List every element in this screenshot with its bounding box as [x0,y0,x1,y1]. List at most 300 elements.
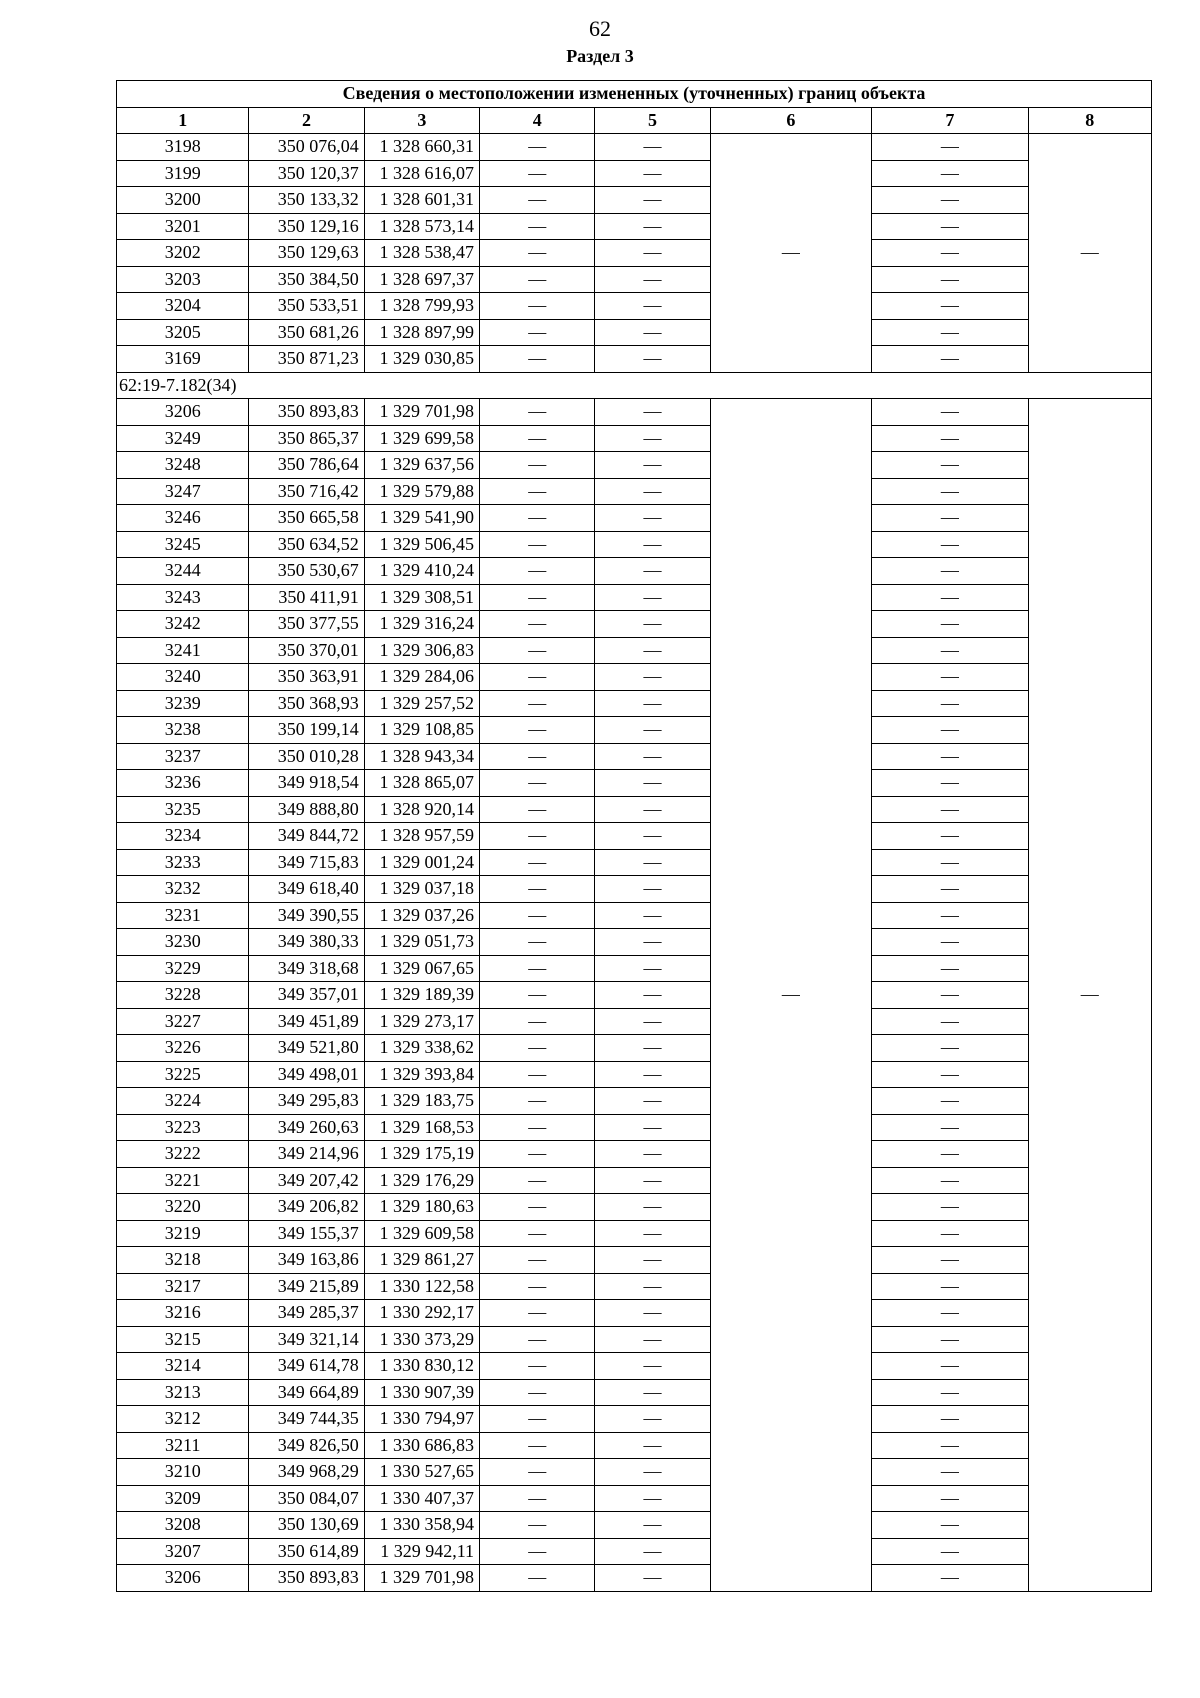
x-coordinate: 349 318,68 [249,955,364,982]
col7-dash: — [872,1167,1028,1194]
col5-dash: — [595,1035,710,1062]
table-row [117,213,1152,240]
col5-dash: — [595,452,710,479]
y-coordinate: 1 329 189,39 [364,982,479,1009]
cadastral-group-label: 62:19-7.182(34) [117,372,1152,399]
table-row [117,1353,1152,1380]
col4-dash: — [480,1538,595,1565]
col7-dash: — [872,796,1028,823]
table-row [117,982,1152,1009]
table-row [117,611,1152,638]
table-row [117,1194,1152,1221]
col4-dash: — [480,717,595,744]
col4-dash: — [480,187,595,214]
point-number: 3218 [117,1247,249,1274]
col7-dash: — [872,955,1028,982]
y-coordinate: 1 329 609,58 [364,1220,479,1247]
table-row [117,929,1152,956]
col4-dash: — [480,876,595,903]
col5-dash: — [595,1485,710,1512]
col4-dash: — [480,1379,595,1406]
x-coordinate: 349 451,89 [249,1008,364,1035]
col7-dash: — [872,1538,1028,1565]
col4-dash: — [480,1273,595,1300]
point-number: 3249 [117,425,249,452]
col5-dash: — [595,1273,710,1300]
table-row [117,637,1152,664]
y-coordinate: 1 328 660,31 [364,134,479,161]
col7-dash: — [872,346,1028,373]
col7-dash: — [872,1088,1028,1115]
y-coordinate: 1 329 284,06 [364,664,479,691]
y-coordinate: 1 330 407,37 [364,1485,479,1512]
col5-dash: — [595,1406,710,1433]
table-row [117,1379,1152,1406]
x-coordinate: 349 968,29 [249,1459,364,1486]
point-number: 3205 [117,319,249,346]
point-number: 3212 [117,1406,249,1433]
x-coordinate: 349 155,37 [249,1220,364,1247]
col4-dash: — [480,584,595,611]
col4-dash: — [480,1088,595,1115]
col5-dash: — [595,982,710,1009]
col4-dash: — [480,505,595,532]
col4-dash: — [480,1247,595,1274]
x-coordinate: 350 384,50 [249,266,364,293]
x-coordinate: 350 871,23 [249,346,364,373]
table-row [117,717,1152,744]
table-row [117,796,1152,823]
point-number: 3246 [117,505,249,532]
y-coordinate: 1 329 030,85 [364,346,479,373]
point-number: 3236 [117,770,249,797]
section-title: Раздел 3 [566,46,634,66]
col8-merged-dash: — [1028,134,1151,373]
y-coordinate: 1 329 699,58 [364,425,479,452]
table-row [117,690,1152,717]
point-number: 3244 [117,558,249,585]
y-coordinate: 1 330 527,65 [364,1459,479,1486]
table-row [117,1432,1152,1459]
point-number: 3235 [117,796,249,823]
point-number: 3216 [117,1300,249,1327]
point-number: 3223 [117,1114,249,1141]
col4-dash: — [480,770,595,797]
column-header: 6 [710,107,871,134]
y-coordinate: 1 329 257,52 [364,690,479,717]
table-row [117,902,1152,929]
col7-dash: — [872,1035,1028,1062]
point-number: 3241 [117,637,249,664]
col7-dash: — [872,1300,1028,1327]
col7-dash: — [872,823,1028,850]
col4-dash: — [480,664,595,691]
col7-dash: — [872,1459,1028,1486]
col5-dash: — [595,690,710,717]
point-number: 3209 [117,1485,249,1512]
point-number: 3240 [117,664,249,691]
col5-dash: — [595,1194,710,1221]
y-coordinate: 1 329 316,24 [364,611,479,638]
point-number: 3217 [117,1273,249,1300]
point-number: 3230 [117,929,249,956]
col7-dash: — [872,213,1028,240]
col5-dash: — [595,531,710,558]
x-coordinate: 349 715,83 [249,849,364,876]
x-coordinate: 350 130,69 [249,1512,364,1539]
point-number: 3220 [117,1194,249,1221]
y-coordinate: 1 328 799,93 [364,293,479,320]
col4-dash: — [480,637,595,664]
col5-dash: — [595,796,710,823]
col7-dash: — [872,1406,1028,1433]
point-number: 3243 [117,584,249,611]
table-row [117,346,1152,373]
x-coordinate: 349 664,89 [249,1379,364,1406]
table-row [117,1300,1152,1327]
y-coordinate: 1 329 308,51 [364,584,479,611]
y-coordinate: 1 329 506,45 [364,531,479,558]
x-coordinate: 350 076,04 [249,134,364,161]
table-row [117,160,1152,187]
y-coordinate: 1 330 794,97 [364,1406,479,1433]
table-row [117,1008,1152,1035]
x-coordinate: 350 411,91 [249,584,364,611]
col7-dash: — [872,1379,1028,1406]
table-row [117,743,1152,770]
col5-dash: — [595,1088,710,1115]
col5-dash: — [595,770,710,797]
table-row [117,425,1152,452]
x-coordinate: 350 634,52 [249,531,364,558]
x-coordinate: 349 214,96 [249,1141,364,1168]
col5-dash: — [595,240,710,267]
col5-dash: — [595,134,710,161]
column-header: 1 [117,107,249,134]
y-coordinate: 1 329 175,19 [364,1141,479,1168]
y-coordinate: 1 328 697,37 [364,266,479,293]
col7-dash: — [872,664,1028,691]
x-coordinate: 350 893,83 [249,399,364,426]
col7-dash: — [872,1512,1028,1539]
x-coordinate: 350 363,91 [249,664,364,691]
point-number: 3242 [117,611,249,638]
col4-dash: — [480,849,595,876]
table-row [117,531,1152,558]
col4-dash: — [480,266,595,293]
point-number: 3227 [117,1008,249,1035]
table-row [117,134,1152,161]
table-row [117,452,1152,479]
col4-dash: — [480,955,595,982]
point-number: 3233 [117,849,249,876]
y-coordinate: 1 330 292,17 [364,1300,479,1327]
col4-dash: — [480,399,595,426]
col5-dash: — [595,1220,710,1247]
y-coordinate: 1 329 051,73 [364,929,479,956]
y-coordinate: 1 329 701,98 [364,1565,479,1592]
col5-dash: — [595,664,710,691]
col5-dash: — [595,1512,710,1539]
x-coordinate: 349 260,63 [249,1114,364,1141]
table-row [117,1273,1152,1300]
col7-dash: — [872,1273,1028,1300]
x-coordinate: 349 918,54 [249,770,364,797]
point-number: 3207 [117,1538,249,1565]
y-coordinate: 1 328 573,14 [364,213,479,240]
column-header-row [117,107,1152,134]
col5-dash: — [595,1141,710,1168]
point-number: 3221 [117,1167,249,1194]
col5-dash: — [595,611,710,638]
x-coordinate: 350 377,55 [249,611,364,638]
table-body [117,134,1152,1592]
col5-dash: — [595,425,710,452]
x-coordinate: 349 614,78 [249,1353,364,1380]
col4-dash: — [480,1220,595,1247]
col7-dash: — [872,1061,1028,1088]
x-coordinate: 349 744,35 [249,1406,364,1433]
table-row [117,319,1152,346]
point-number: 3210 [117,1459,249,1486]
table-row [117,1035,1152,1062]
col4-dash: — [480,1432,595,1459]
y-coordinate: 1 329 410,24 [364,558,479,585]
point-number: 3232 [117,876,249,903]
col4-dash: — [480,531,595,558]
table-row [117,266,1152,293]
col4-dash: — [480,1565,595,1592]
y-coordinate: 1 329 001,24 [364,849,479,876]
column-header: 3 [364,107,479,134]
col5-dash: — [595,505,710,532]
table-row [117,399,1152,426]
x-coordinate: 350 533,51 [249,293,364,320]
col5-dash: — [595,902,710,929]
table-row [117,1114,1152,1141]
table-caption-row [117,81,1152,108]
point-number: 3239 [117,690,249,717]
col7-dash: — [872,425,1028,452]
col4-dash: — [480,1194,595,1221]
col7-dash: — [872,240,1028,267]
col5-dash: — [595,293,710,320]
col4-dash: — [480,1167,595,1194]
col5-dash: — [595,1114,710,1141]
col7-dash: — [872,266,1028,293]
col4-dash: — [480,823,595,850]
point-number: 3228 [117,982,249,1009]
col7-dash: — [872,1114,1028,1141]
x-coordinate: 350 129,63 [249,240,364,267]
x-coordinate: 349 295,83 [249,1088,364,1115]
y-coordinate: 1 330 686,83 [364,1432,479,1459]
point-number: 3206 [117,1565,249,1592]
col7-dash: — [872,929,1028,956]
col7-dash: — [872,399,1028,426]
col4-dash: — [480,240,595,267]
point-number: 3213 [117,1379,249,1406]
col7-dash: — [872,743,1028,770]
col4-dash: — [480,611,595,638]
col8-merged-dash: — [1028,399,1151,1592]
col7-dash: — [872,187,1028,214]
column-header: 5 [595,107,710,134]
table-row [117,1326,1152,1353]
col5-dash: — [595,849,710,876]
x-coordinate: 350 786,64 [249,452,364,479]
col4-dash: — [480,425,595,452]
table-row [117,876,1152,903]
col5-dash: — [595,1353,710,1380]
point-number: 3169 [117,346,249,373]
x-coordinate: 350 716,42 [249,478,364,505]
y-coordinate: 1 330 830,12 [364,1353,479,1380]
col7-dash: — [872,1008,1028,1035]
col7-dash: — [872,1194,1028,1221]
col4-dash: — [480,452,595,479]
x-coordinate: 350 865,37 [249,425,364,452]
point-number: 3199 [117,160,249,187]
col4-dash: — [480,293,595,320]
column-header: 4 [480,107,595,134]
x-coordinate: 350 120,37 [249,160,364,187]
x-coordinate: 350 368,93 [249,690,364,717]
col5-dash: — [595,717,710,744]
table-row [117,849,1152,876]
col7-dash: — [872,902,1028,929]
point-number: 3198 [117,134,249,161]
point-number: 3201 [117,213,249,240]
point-number: 3204 [117,293,249,320]
y-coordinate: 1 329 176,29 [364,1167,479,1194]
col5-dash: — [595,1008,710,1035]
point-number: 3202 [117,240,249,267]
col7-dash: — [872,690,1028,717]
y-coordinate: 1 328 865,07 [364,770,479,797]
y-coordinate: 1 329 637,56 [364,452,479,479]
x-coordinate: 350 530,67 [249,558,364,585]
col7-dash: — [872,1565,1028,1592]
point-number: 3211 [117,1432,249,1459]
col4-dash: — [480,1459,595,1486]
col7-dash: — [872,1247,1028,1274]
x-coordinate: 350 133,32 [249,187,364,214]
x-coordinate: 349 888,80 [249,796,364,823]
y-coordinate: 1 329 861,27 [364,1247,479,1274]
x-coordinate: 349 844,72 [249,823,364,850]
col7-dash: — [872,982,1028,1009]
col5-dash: — [595,558,710,585]
col4-dash: — [480,558,595,585]
col4-dash: — [480,1512,595,1539]
col5-dash: — [595,584,710,611]
col4-dash: — [480,346,595,373]
col4-dash: — [480,134,595,161]
col5-dash: — [595,319,710,346]
col4-dash: — [480,319,595,346]
table-row [117,1167,1152,1194]
col5-dash: — [595,823,710,850]
table-row [117,584,1152,611]
table-row [117,1061,1152,1088]
x-coordinate: 349 380,33 [249,929,364,956]
col4-dash: — [480,1406,595,1433]
table-row [117,1565,1152,1592]
x-coordinate: 350 893,83 [249,1565,364,1592]
table-row [117,770,1152,797]
y-coordinate: 1 329 168,53 [364,1114,479,1141]
table-row [117,1459,1152,1486]
col4-dash: — [480,1061,595,1088]
y-coordinate: 1 329 273,17 [364,1008,479,1035]
col7-dash: — [872,160,1028,187]
col5-dash: — [595,1565,710,1592]
table-row [117,1247,1152,1274]
y-coordinate: 1 329 541,90 [364,505,479,532]
x-coordinate: 349 521,80 [249,1035,364,1062]
col5-dash: — [595,266,710,293]
y-coordinate: 1 329 338,62 [364,1035,479,1062]
y-coordinate: 1 329 037,26 [364,902,479,929]
y-coordinate: 1 330 907,39 [364,1379,479,1406]
col4-dash: — [480,743,595,770]
table-row [117,664,1152,691]
col5-dash: — [595,743,710,770]
table-row [117,1141,1152,1168]
table-row [117,955,1152,982]
y-coordinate: 1 329 579,88 [364,478,479,505]
col7-dash: — [872,584,1028,611]
col4-dash: — [480,160,595,187]
table-row [117,823,1152,850]
col7-dash: — [872,531,1028,558]
x-coordinate: 349 207,42 [249,1167,364,1194]
y-coordinate: 1 328 538,47 [364,240,479,267]
col4-dash: — [480,1141,595,1168]
group-header-row [117,372,1152,399]
table-row [117,1538,1152,1565]
point-number: 3225 [117,1061,249,1088]
point-number: 3215 [117,1326,249,1353]
x-coordinate: 349 826,50 [249,1432,364,1459]
col7-dash: — [872,637,1028,664]
col7-dash: — [872,1141,1028,1168]
x-coordinate: 349 390,55 [249,902,364,929]
x-coordinate: 350 665,58 [249,505,364,532]
col4-dash: — [480,1353,595,1380]
y-coordinate: 1 328 957,59 [364,823,479,850]
point-number: 3224 [117,1088,249,1115]
x-coordinate: 350 681,26 [249,319,364,346]
x-coordinate: 350 370,01 [249,637,364,664]
y-coordinate: 1 329 701,98 [364,399,479,426]
col7-dash: — [872,452,1028,479]
y-coordinate: 1 329 108,85 [364,717,479,744]
x-coordinate: 350 614,89 [249,1538,364,1565]
point-number: 3219 [117,1220,249,1247]
x-coordinate: 349 206,82 [249,1194,364,1221]
col7-dash: — [872,849,1028,876]
col5-dash: — [595,929,710,956]
col5-dash: — [595,876,710,903]
column-header: 7 [872,107,1028,134]
y-coordinate: 1 329 067,65 [364,955,479,982]
boundary-coordinates-table [116,80,1152,1592]
column-header: 2 [249,107,364,134]
y-coordinate: 1 330 358,94 [364,1512,479,1539]
col4-dash: — [480,982,595,1009]
